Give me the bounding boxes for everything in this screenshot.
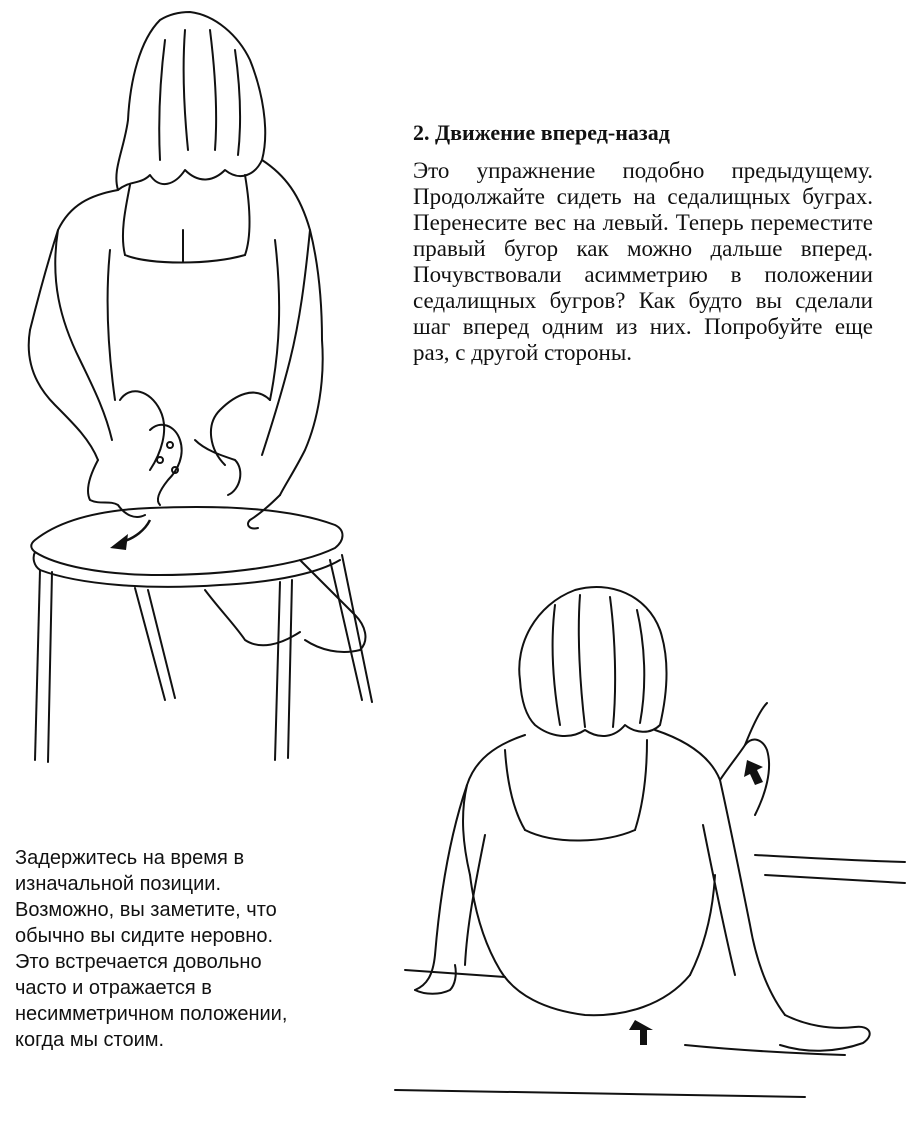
caption-line: Это встречается довольно bbox=[15, 951, 262, 973]
exercise-heading: 2. Движение вперед-назад bbox=[413, 120, 670, 145]
floor-sitting-drawing bbox=[385, 575, 919, 1135]
exercise-section bbox=[413, 118, 873, 366]
caption-line: когда мы стоим. bbox=[15, 1029, 165, 1051]
caption-line: часто и отражается в bbox=[15, 977, 212, 999]
caption-text bbox=[15, 845, 360, 1053]
forward-arrow-icon bbox=[744, 760, 763, 785]
movement-arrow-icon bbox=[110, 520, 150, 550]
stool-sitting-illustration bbox=[0, 0, 400, 770]
caption-line: Задержитесь на время в bbox=[15, 847, 245, 869]
caption-line: изначальной позиции. bbox=[15, 873, 222, 895]
caption-section bbox=[15, 845, 360, 1053]
caption-line: несимметричном положении, bbox=[15, 1003, 288, 1025]
floor-sitting-illustration bbox=[385, 575, 919, 1135]
caption-line: Возможно, вы заметите, что bbox=[15, 899, 277, 921]
caption-line: обычно вы сидите неровно. bbox=[15, 925, 274, 947]
up-arrow-icon bbox=[629, 1020, 653, 1045]
stool-sitting-drawing bbox=[0, 0, 400, 770]
exercise-text: Это упражнение подобно предыдущему. Продолжайте сидеть на седалищных буграх. Перенесите вес на левый. Теперь переместите правый бугор как можно дальше вперед. Почувствовали асимметрию в положении седалищных бугров? Как будто вы сделали шаг вперед одним из них. Попробуйте еще раз, с другой стороны. bbox=[413, 158, 873, 365]
